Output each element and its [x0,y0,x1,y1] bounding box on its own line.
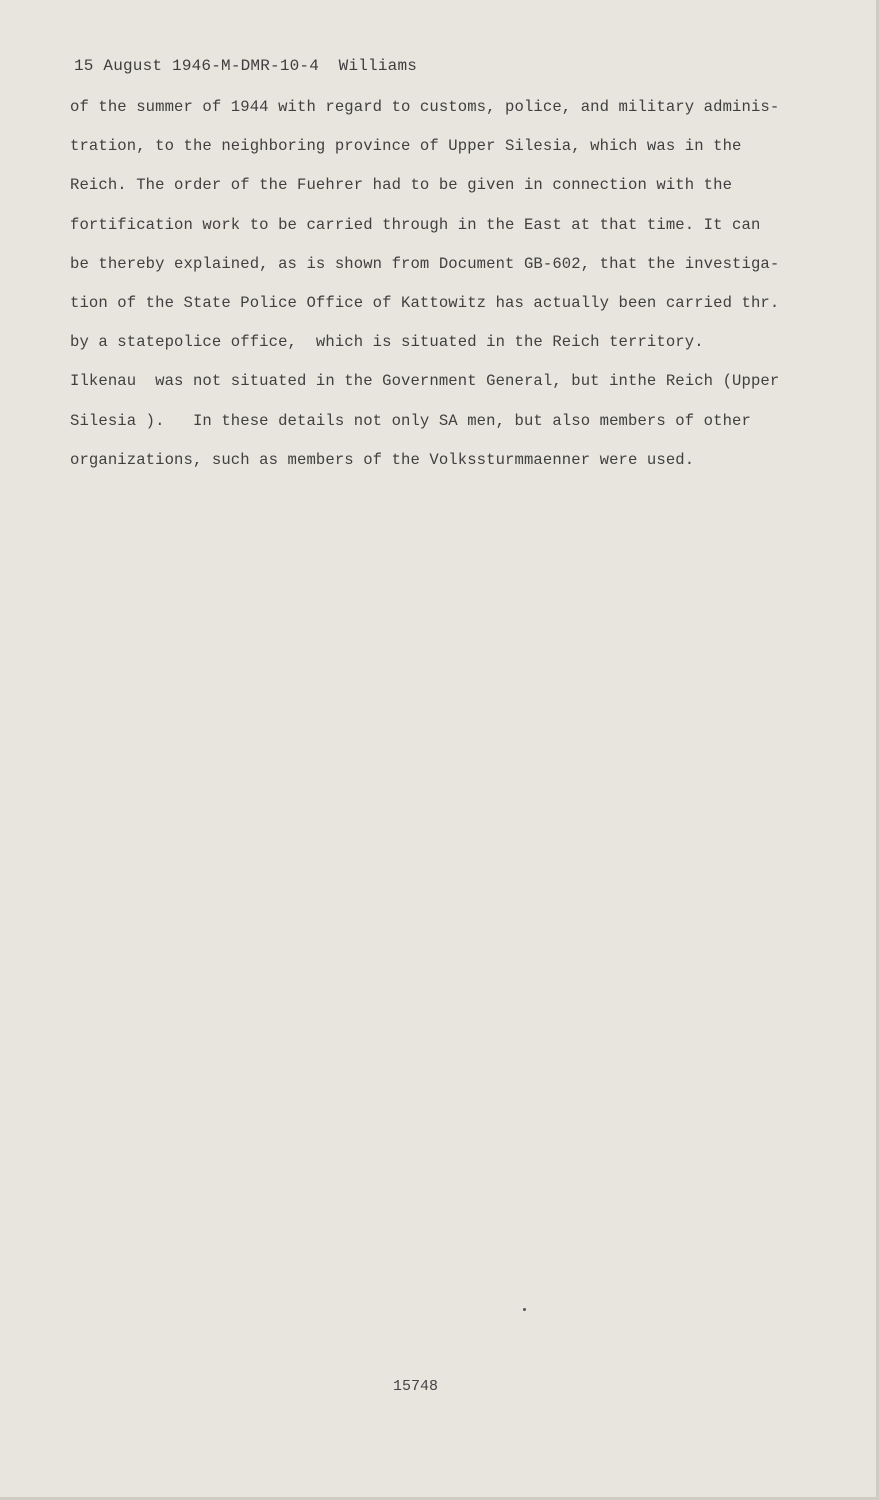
text-line: Reich. The order of the Fuehrer had to be given in connection with the [70,176,733,195]
page-number: 15748 [393,1378,439,1395]
text-line: fortification work to be carried through in the East at that time. It can [70,215,761,234]
page-header: 15 August 1946-M-DMR-10-4 Williams [74,57,418,75]
text-line: Silesia ). In these details not only SA men, but also members of other [70,411,751,430]
paper-speck [523,1308,526,1311]
text-line: tion of the State Police Office of Kattowitz has actually been carried thr. [70,293,780,312]
text-line: Ilkenau was not situated in the Government General, but inthe Reich (Upper [70,372,780,391]
text-line: be thereby explained, as is shown from Document GB-602, that the investiga- [70,254,780,273]
text-line: organizations, such as members of the Volkssturmmaenner were used. [70,450,695,469]
text-line: tration, to the neighboring province of Upper Silesia, which was in the [70,137,742,156]
text-line: by a statepolice office, which is situated in the Reich territory. [70,333,704,352]
text-line: of the summer of 1944 with regard to customs, police, and military adminis- [70,98,780,116]
body-text [70,94,800,486]
